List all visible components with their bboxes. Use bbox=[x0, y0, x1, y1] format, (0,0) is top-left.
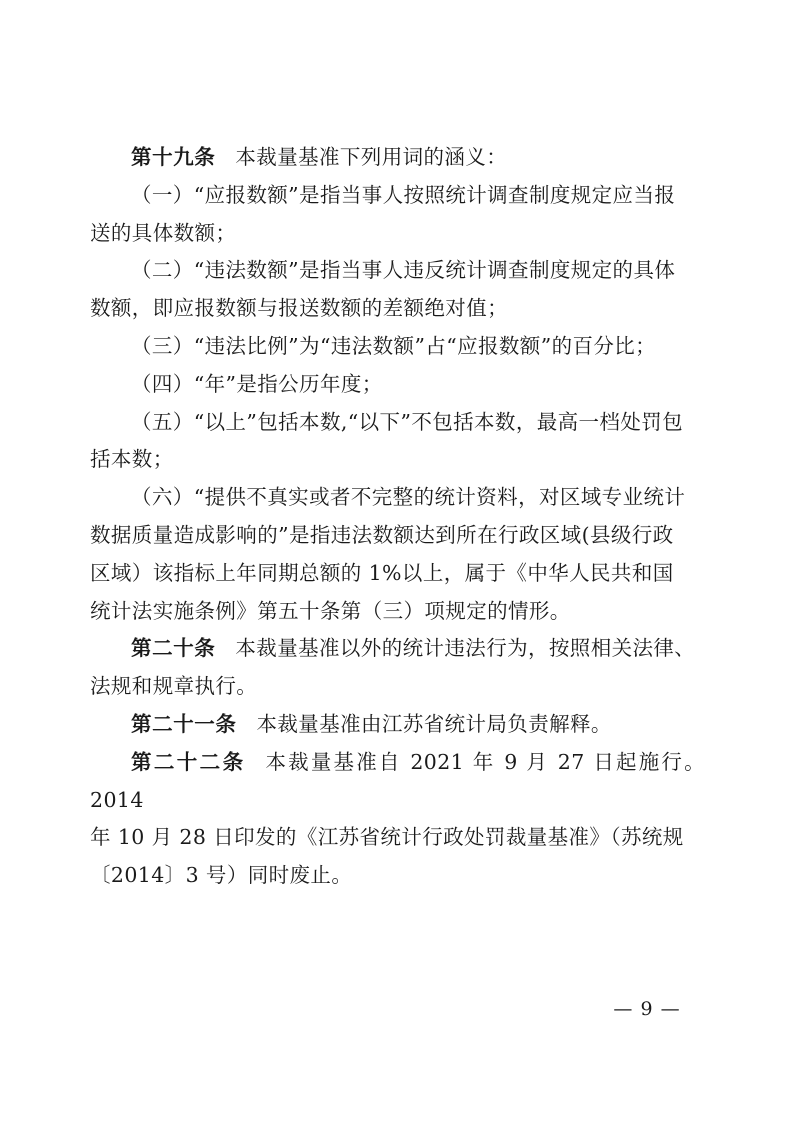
text-line: 数额，即应报数额与报送数额的差额绝对值； bbox=[90, 296, 508, 321]
article-21 bbox=[90, 706, 705, 744]
text-line: 括本数； bbox=[90, 447, 174, 472]
text-line: （六）“提供不真实或者不完整的统计资料，对区域专业统计 bbox=[131, 485, 686, 510]
article-heading: 第二十二条 bbox=[131, 749, 246, 774]
definition-item-6 bbox=[90, 479, 705, 630]
definition-item-4 bbox=[90, 366, 705, 404]
article-19-intro bbox=[90, 139, 705, 177]
definition-item-3 bbox=[90, 328, 705, 366]
definition-item-1 bbox=[90, 177, 705, 253]
text-line: 法规和规章执行。 bbox=[90, 674, 258, 699]
definition-item-2 bbox=[90, 252, 705, 328]
text-line: 统计法实施条例》第五十条第（三）项规定的情形。 bbox=[90, 598, 571, 623]
document-body bbox=[90, 139, 705, 895]
article-22 bbox=[90, 744, 705, 895]
article-text: 本裁量基准下列用词的涵义： bbox=[235, 145, 508, 169]
text-line: （一）“应报数额”是指当事人按照统计调查制度规定应当报 bbox=[131, 182, 676, 207]
text-line bbox=[90, 630, 705, 668]
text-line: （五）“以上”包括本数,“以下”不包括本数，最高一档处罚包 bbox=[131, 409, 684, 434]
text-line: 区域）该指标上年同期总额的 1%以上，属于《中华人民共和国 bbox=[90, 560, 674, 585]
text-line bbox=[90, 744, 705, 820]
text-line: 数据质量造成影响的”是指违法数额达到所在行政区域(县级行政 bbox=[90, 522, 674, 547]
text-line: （四）“年”是指公历年度； bbox=[131, 371, 383, 396]
text-line: （二）“违法数额”是指当事人违反统计调查制度规定的具体 bbox=[131, 258, 676, 283]
article-heading: 第二十条 bbox=[131, 636, 216, 661]
text-line: 年 10 月 28 日印发的《江苏省统计行政处罚裁量基准》（苏统规 bbox=[90, 825, 684, 850]
article-text: 本裁量基准自 2021 年 9 月 27 日起施行。2014 bbox=[90, 749, 706, 812]
article-text: 本裁量基准由江苏省统计局负责解释。 bbox=[256, 711, 612, 736]
article-heading: 第十九条 bbox=[131, 145, 216, 169]
text-line: 送的具体数额； bbox=[90, 220, 237, 245]
text-line: 〔2014〕3 号）同时废止。 bbox=[90, 863, 353, 888]
article-20 bbox=[90, 630, 705, 706]
definition-item-5 bbox=[90, 404, 705, 480]
article-heading: 第二十一条 bbox=[131, 711, 237, 736]
article-text: 本裁量基准以外的统计违法行为，按照相关法律、 bbox=[235, 636, 696, 661]
text-line: （三）“违法比例”为“违法数额”占“应报数额”的百分比； bbox=[131, 333, 657, 358]
page-number: — 9 — bbox=[613, 998, 681, 1020]
